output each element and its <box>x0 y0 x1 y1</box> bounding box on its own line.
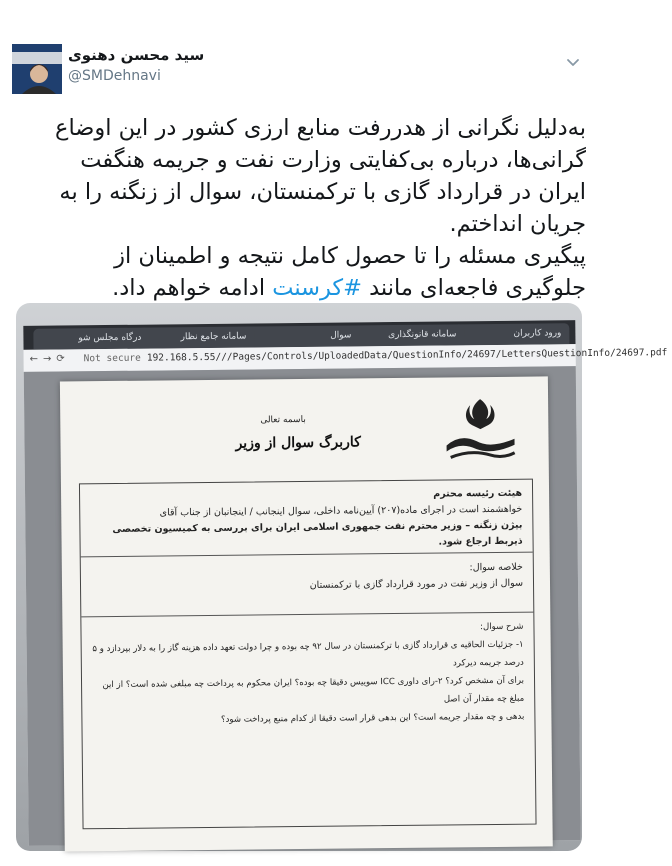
avatar[interactable] <box>12 44 62 94</box>
display-name[interactable]: سید محسن دهنوی <box>68 46 205 64</box>
salutation: هیئت رئیسه محترم <box>433 487 523 500</box>
question-form-box <box>79 479 537 830</box>
browser-tab-1: ورود کاربران <box>453 323 569 345</box>
avatar-image <box>12 44 62 94</box>
browser-tab-3: سوال <box>243 325 359 347</box>
form-title: کاربرگ سوال از وزیر <box>235 434 361 452</box>
browser-nav-icons: ←→⟳ <box>29 353 70 365</box>
basmala: باسمه تعالی <box>260 414 306 426</box>
tweet-paragraph-1: به‌دلیل نگرانی از هدررفت منابع ارزی کشور در این اوضاع گرانی‌ها، درباره بی‌کفایتی وزارت نفت و جریمه هنگفت ایران در قرارداد گازی با ترکمنستان، سوال از زنگنه را به جریان انداختم. <box>55 115 586 237</box>
summary-text: سوال از وزیر نفت در مورد قرارداد گازی با ترکمنستان <box>309 577 524 591</box>
request-line-1: خواهشمند است در اجرای ماده(۲۰۷) آیین‌نامه داخلی، سوال اینجانب / اینجانبان از جناب آقای <box>159 503 523 519</box>
not-secure-label: Not secure <box>83 352 141 365</box>
tweet-text <box>30 112 586 304</box>
parliament-emblem-icon <box>440 395 521 466</box>
browser-tab-2: سامانه قانونگذاری <box>348 324 464 346</box>
summary-section <box>91 560 523 597</box>
description-line-2: برای آن مشخص کرد؟ ۲-رای داوری ICC سوییس دقیقا چه بوده؟ ایران محکوم به پرداخت چه مبلغی شده است؟ از این مبلغ چه مقدار آن اصل <box>102 675 525 705</box>
description-section <box>91 618 524 731</box>
hashtag-link[interactable]: #کرسنت <box>272 275 362 301</box>
description-heading: شرح سوال: <box>480 621 524 633</box>
description-line-3: بدهی و چه مقدار جریمه است؟ این بدهی قرار است دقیقا از کدام منبع پرداخت شود؟ <box>220 711 525 725</box>
tweet-photo[interactable] <box>16 303 668 851</box>
description-line-1: ۱- جزئیات الحاقیه ی قرارداد گازی با ترکمنستان در سال ۹۲ چه بوده و چرا دولت تعهد داده هزینه گاز را به دلار بپردازد و ۵ درصد جریمه دیرکرد <box>92 639 524 669</box>
tweet-paragraph-2-start: پیگیری مسئله را تا حصول کامل نتیجه و اطمینان از جلوگیری فاجعه‌ای مانند <box>114 243 586 301</box>
document-page <box>60 376 553 851</box>
author-block <box>68 44 204 86</box>
browser-tab-4: سامانه جامع نظار <box>138 326 254 348</box>
browser-tab-5: درگاه مجلس شو <box>33 328 149 350</box>
address-text <box>84 347 668 364</box>
url-text: 192.168.5.55///Pages/Controls/UploadedData/QuestionInfo/24697/LettersQuestionInfo/24697.pdf <box>146 347 668 364</box>
summary-heading: خلاصه سوال: <box>469 561 523 574</box>
chevron-down-icon[interactable] <box>565 54 581 70</box>
request-line-2: بیژن زنگنه – وزیر محترم نفت جمهوری اسلامی ایران برای بررسی به کمیسیون تخصصی ذیربط ارجاع شود. <box>112 519 523 548</box>
photographed-screen <box>23 320 668 846</box>
tweet-header <box>0 38 597 102</box>
tweet-paragraph-2-end: ادامه خواهم داد. <box>112 275 266 301</box>
tweet-paragraph-2 <box>30 240 586 304</box>
salutation-section <box>90 486 523 555</box>
handle[interactable]: @SMDehnavi <box>68 68 161 84</box>
section-divider-2 <box>81 612 533 618</box>
